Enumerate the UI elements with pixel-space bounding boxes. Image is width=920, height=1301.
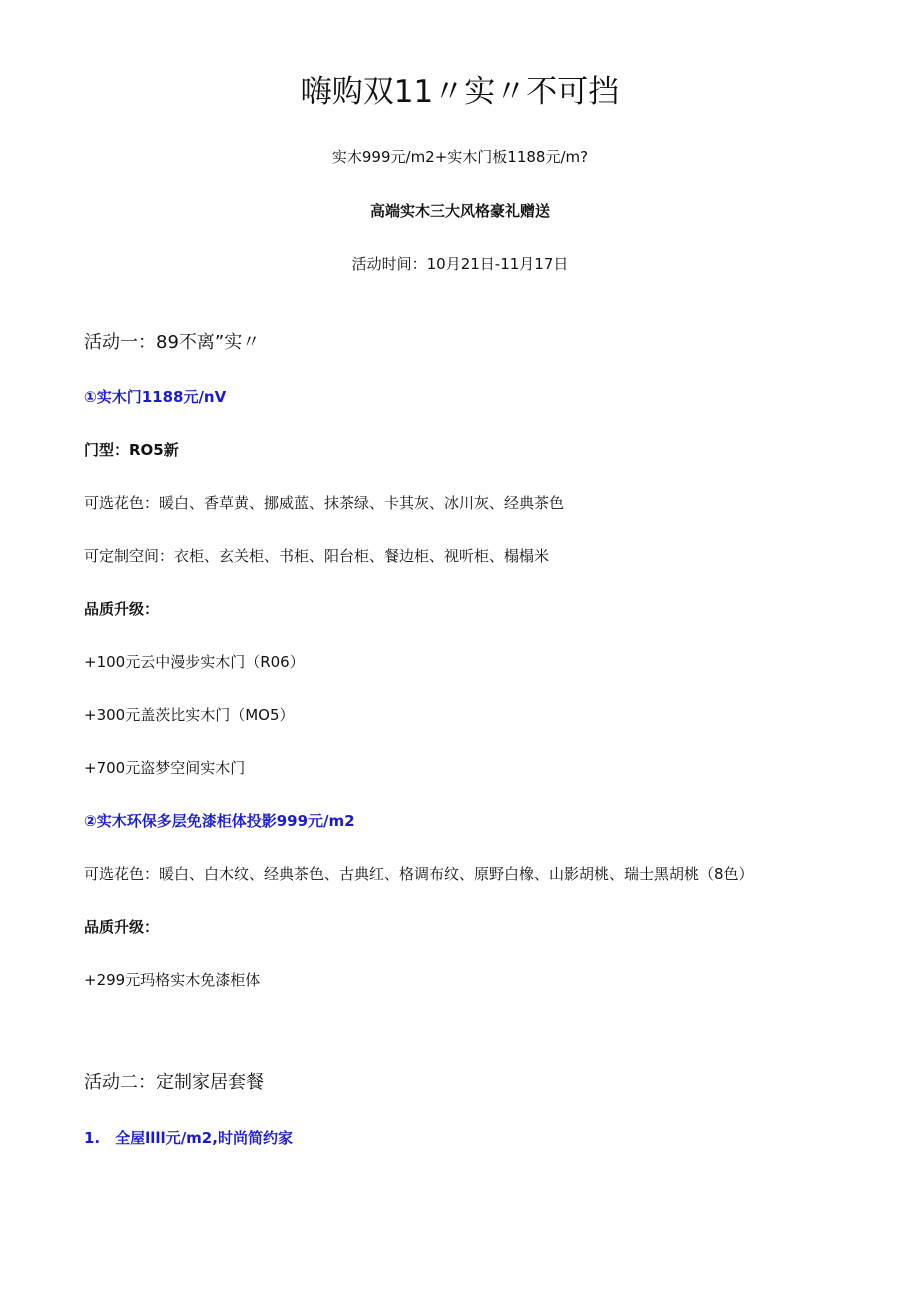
cabinet-colors: 可选花色：暖白、白木纹、经典茶色、古典红、格调布纹、原野白橡、山影胡桃、瑞士黑胡桃（8色） (84, 865, 754, 883)
custom-spaces: 可定制空间：衣柜、玄关柜、书柜、阳台柜、餐边柜、视听柜、榻榻米 (84, 547, 550, 565)
door-type: 门型：RO5新 (84, 441, 179, 459)
cabinet-upgrade: +299元玛格实木免漆柜体 (84, 971, 261, 989)
activity1-item1-title: ①实木门1188元/nV (84, 388, 227, 406)
upgrade-label: 品质升级： (84, 600, 160, 618)
door-colors: 可选花色：暖白、香草黄、挪威蓝、抹茶绿、卡其灰、冰川灰、经典茶色 (84, 494, 565, 512)
activity1-heading: 活动一：89不离”实〃 (84, 332, 261, 353)
activity2-heading: 活动二：定制家居套餐 (84, 1072, 264, 1093)
page-title: 嗨购双11〃实〃不可挡 (300, 74, 620, 110)
price-subtitle: 实木999元/m2+实木门板1188元/m? (331, 148, 589, 166)
upgrade-item: +100元云中漫步实木门（R06） (84, 653, 305, 671)
gift-line: 高端实木三大风格豪礼赠送 (369, 202, 550, 220)
upgrade-item: +300元盖茨比实木门（MO5） (84, 706, 295, 724)
activity1-item2-title: ②实木环保多层免漆柜体投影999元/m2 (84, 812, 355, 830)
upgrade-item: +700元盗梦空间实木门 (84, 759, 246, 777)
upgrade-label: 品质升级： (84, 918, 160, 936)
activity2-item1: 1. 全屋llll元/m2,时尚简约家 (84, 1129, 293, 1147)
activity-period: 活动时间：10月21日-11月17日 (351, 255, 569, 273)
